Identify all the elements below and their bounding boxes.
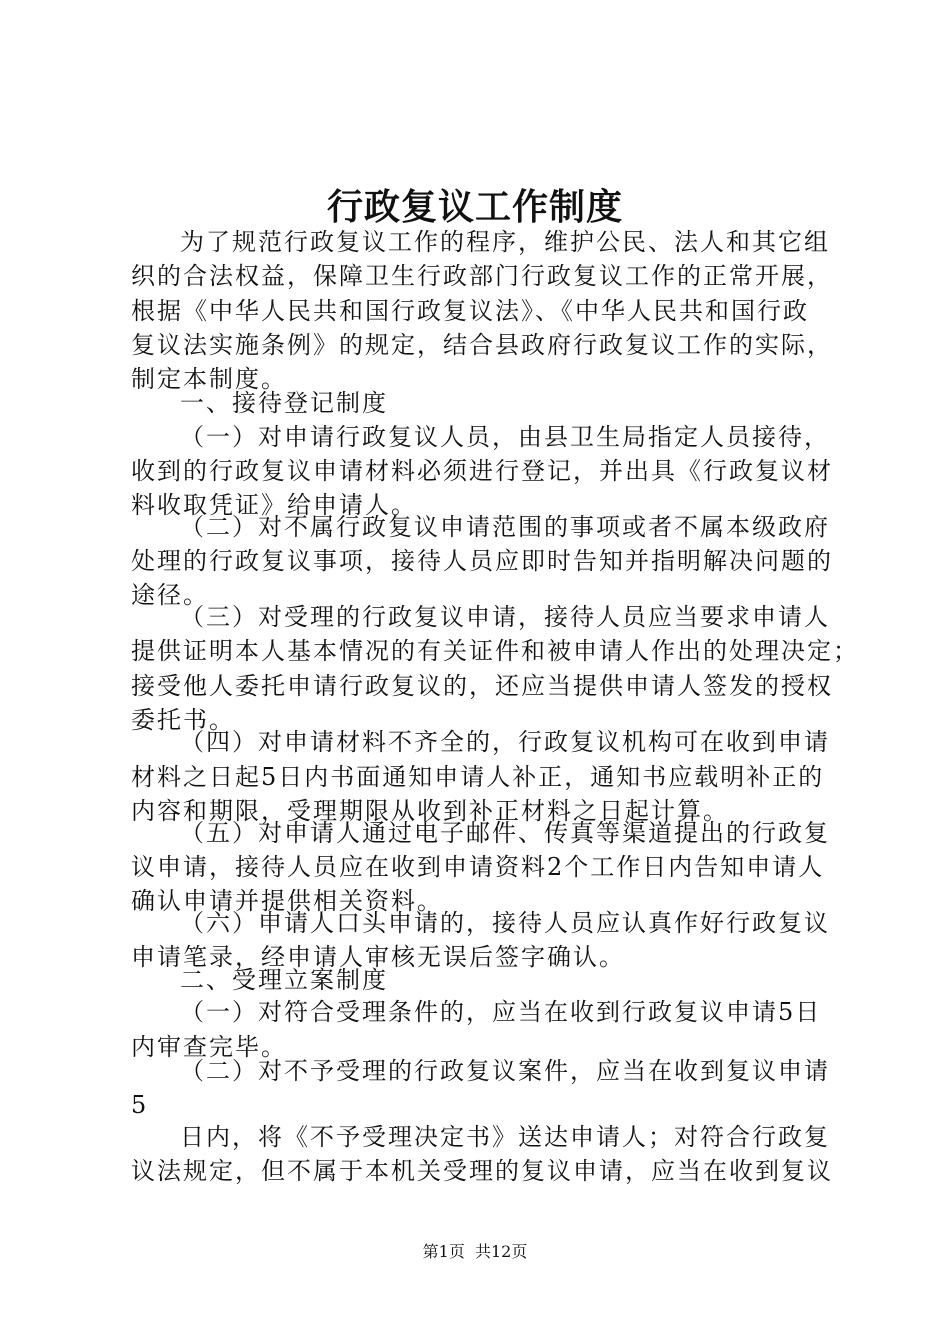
body-line: 内容和期限，受理期限从收到补正材料之日起计算。 <box>131 797 729 825</box>
body-line: 二、受理立案制度 <box>180 966 388 994</box>
body-line: 内审查完毕。 <box>131 1033 287 1061</box>
body-line: 一、接待登记制度 <box>180 389 388 417</box>
page-footer: 第1页 共12页 <box>422 1242 528 1261</box>
body-line: 议法规定，但不属于本机关受理的复议申请，应当在收到复议 <box>131 1157 833 1185</box>
body-line: （二）对不属行政复议申请范围的事项或者不属本级政府 <box>180 513 830 541</box>
body-line: （二）对不予受理的行政复议案件，应当在收到复议申请 <box>180 1057 830 1085</box>
body-line: （六）申请人口头申请的，接待人员应认真作好行政复议 <box>180 909 830 937</box>
body-line: 处理的行政复议事项，接待人员应即时告知并指明解决问题的 <box>131 547 833 575</box>
body-line: 途径。 <box>131 581 209 609</box>
body-line: （一）对符合受理条件的，应当在收到行政复议申请5日 <box>180 998 822 1026</box>
body-line: 接受他人委托申请行政复议的，还应当提供申请人签发的授权 <box>131 672 833 700</box>
body-line: 委托书。 <box>131 706 235 734</box>
body-line: （三）对受理的行政复议申请，接待人员应当要求申请人 <box>180 603 830 631</box>
body-line: 织的合法权益，保障卫生行政部门行政复议工作的正常开展， <box>131 262 833 290</box>
body-line: 制定本制度。 <box>131 365 287 393</box>
document-title: 行政复议工作制度 <box>326 186 623 228</box>
body-line: 日内，将《不予受理决定书》送达申请人；对符合行政复 <box>180 1123 830 1151</box>
body-line: 申请笔录，经申请人审核无误后签字确认。 <box>131 943 625 971</box>
body-line: 提供证明本人基本情况的有关证件和被申请人作出的处理决定； <box>131 637 859 665</box>
body-line: 确认申请并提供相关资料。 <box>131 887 443 915</box>
body-line: 根据《中华人民共和国行政复议法》、《中华人民共和国行政 <box>131 297 809 325</box>
body-line: （五）对申请人通过电子邮件、传真等渠道提出的行政复 <box>180 819 830 847</box>
body-line: 为了规范行政复议工作的程序，维护公民、法人和其它组 <box>180 228 830 256</box>
body-line: 议申请，接待人员应在收到申请资料2个工作日内告知申请人 <box>131 853 825 881</box>
body-line: 料收取凭证》给申请人。 <box>131 491 417 519</box>
body-line: （四）对申请材料不齐全的，行政复议机构可在收到申请 <box>180 728 830 756</box>
body-line: 复议法实施条例》的规定，结合县政府行政复议工作的实际， <box>131 331 833 359</box>
body-line: 材料之日起5日内书面通知申请人补正，通知书应载明补正的 <box>131 763 825 791</box>
body-line: 5 <box>131 1091 149 1119</box>
body-line: （一）对申请行政复议人员，由县卫生局指定人员接待， <box>180 423 830 451</box>
body-line: 收到的行政复议申请材料必须进行登记，并出具《行政复议材 <box>131 457 833 485</box>
